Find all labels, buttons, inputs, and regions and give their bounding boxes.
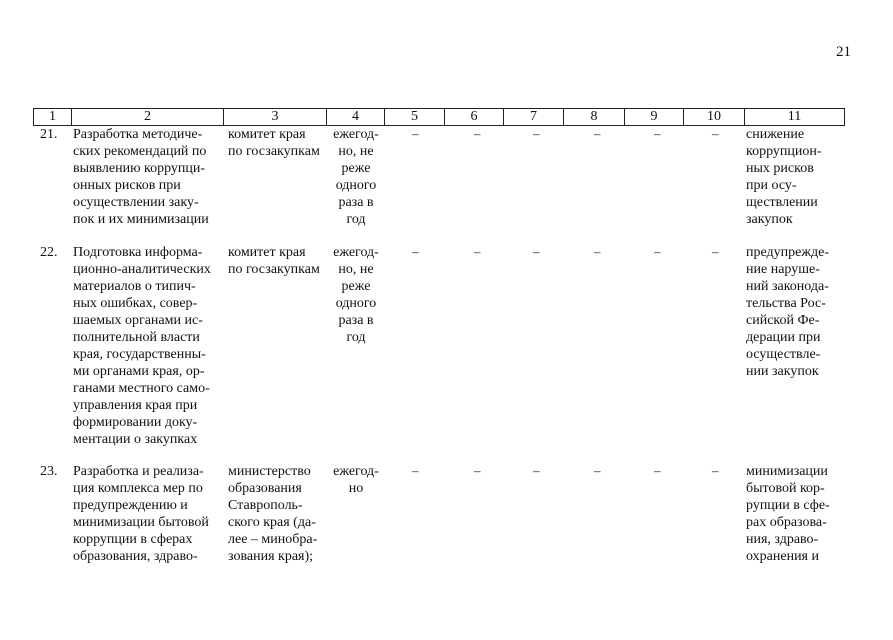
executor-text-line: комитет края [228,127,306,142]
executor-text-line: по госзакупкам [228,262,320,277]
measure-text-line: полнительной власти [73,330,200,345]
result-text-line: закупок [746,212,793,227]
measure-text-line: выявлению коррупци- [73,161,206,176]
deadline-text-line: год [346,330,366,345]
measure-text-line: ганами местного само- [73,381,210,396]
executor-text-line: образования [228,481,302,496]
executor-text-line: лее – минобра- [228,532,318,547]
result-text-line: ние наруше- [746,262,820,277]
page-number: 21 [836,44,851,60]
measure-text-line: онных рисков при [73,178,181,193]
measure-text-line: Разработка и реализа- [73,464,204,479]
header-col-9: 9 [625,109,684,125]
header-col-5: 5 [385,109,445,125]
deadline-text-line: реже [341,279,371,294]
result-text-line: рупции в сфе- [746,498,830,513]
result-text-line: рах образова- [746,515,827,530]
empty-cell-dash: – [712,244,719,259]
empty-cell-dash: – [594,126,601,141]
result-text-line: охранения и [746,549,819,564]
measure-text-line: управления края при [73,398,198,413]
measure-text-line: формировании доку- [73,415,198,430]
result-text-line: нии закупок [746,364,819,379]
header-col-7: 7 [504,109,564,125]
measure-text-line: ми органами края, ор- [73,364,205,379]
table-header [33,108,845,126]
result-text-line: дерации при [746,330,821,345]
result-text-line: тельства Рос- [746,296,826,311]
deadline-text-line: одного [335,296,377,311]
header-col-6: 6 [445,109,504,125]
result-text-line: ния, здраво- [746,532,819,547]
deadline-text-line: ежегод- [333,245,379,260]
measure-text-line: пок и их минимизации [73,212,209,227]
header-col-3: 3 [224,109,327,125]
deadline-text-line: но, не [338,144,374,159]
measure-text-line: ских рекомендаций по [73,144,207,159]
deadline-text-line: но, не [338,262,374,277]
row-number: 21. [40,127,58,142]
empty-cell-dash: – [712,126,719,141]
measure-text-line: материалов о типич- [73,279,196,294]
measure-text-line: осуществлении заку- [73,195,199,210]
result-text-line: коррупцион- [746,144,822,159]
empty-cell-dash: – [594,244,601,259]
result-text-line: при осу- [746,178,797,193]
measure-text-line: предупреждению и [73,498,188,513]
deadline-text-line: реже [341,161,371,176]
deadline-text-line: но [348,481,364,496]
header-col-4: 4 [327,109,385,125]
measure-text-line: минимизации бытовой [73,515,209,530]
measure-text-line: края, государственны- [73,347,206,362]
empty-cell-dash: – [654,463,661,478]
result-text-line: ний законода- [746,279,829,294]
measure-text-line: ных ошибках, совер- [73,296,198,311]
result-text-line: бытовой кор- [746,481,825,496]
empty-cell-dash: – [654,126,661,141]
empty-cell-dash: – [412,244,419,259]
measure-text-line: Разработка методиче- [73,127,203,142]
measure-text-line: шаемых органами ис- [73,313,203,328]
result-text-line: снижение [746,127,805,142]
empty-cell-dash: – [654,244,661,259]
measure-text-line: коррупции в сферах [73,532,193,547]
result-text-line: осуществле- [746,347,821,362]
result-text-line: ных рисков [746,161,814,176]
executor-text-line: ского края (да- [228,515,316,530]
deadline-text-line: год [346,212,366,227]
row-number: 23. [40,464,58,479]
executor-text-line: комитет края [228,245,306,260]
header-col-11: 11 [787,109,802,124]
header-col-1: 1 [34,109,72,125]
header-col-10: 10 [684,109,745,125]
measure-text-line: Подготовка информа- [73,245,203,260]
deadline-text-line: ежегод- [333,127,379,142]
deadline-text-line: ежегод- [333,464,379,479]
executor-text-line: по госзакупкам [228,144,320,159]
measure-text-line: ментации о закупках [73,432,198,447]
empty-cell-dash: – [412,463,419,478]
header-col-8: 8 [564,109,625,125]
measure-text-line: образования, здраво- [73,549,198,564]
empty-cell-dash: – [533,463,540,478]
deadline-text-line: раза в [338,313,374,328]
result-text-line: минимизации [746,464,828,479]
executor-text-line: Ставрополь- [228,498,303,513]
executor-text-line: зования края); [228,549,314,564]
deadline-text-line: раза в [338,195,374,210]
result-text-line: предупрежде- [746,245,830,260]
empty-cell-dash: – [474,244,481,259]
empty-cell-dash: – [594,463,601,478]
deadline-text-line: одного [335,178,377,193]
result-text-line: сийской Фе- [746,313,820,328]
empty-cell-dash: – [533,126,540,141]
empty-cell-dash: – [412,126,419,141]
header-col-2: 2 [72,109,224,125]
row-number: 22. [40,245,58,260]
measure-text-line: ция комплекса мер по [73,481,203,496]
result-text-line: ществлении [746,195,818,210]
empty-cell-dash: – [474,126,481,141]
executor-text-line: министерство [228,464,311,479]
measure-text-line: ционно-аналитических [73,262,211,277]
empty-cell-dash: – [474,463,481,478]
empty-cell-dash: – [533,244,540,259]
empty-cell-dash: – [712,463,719,478]
